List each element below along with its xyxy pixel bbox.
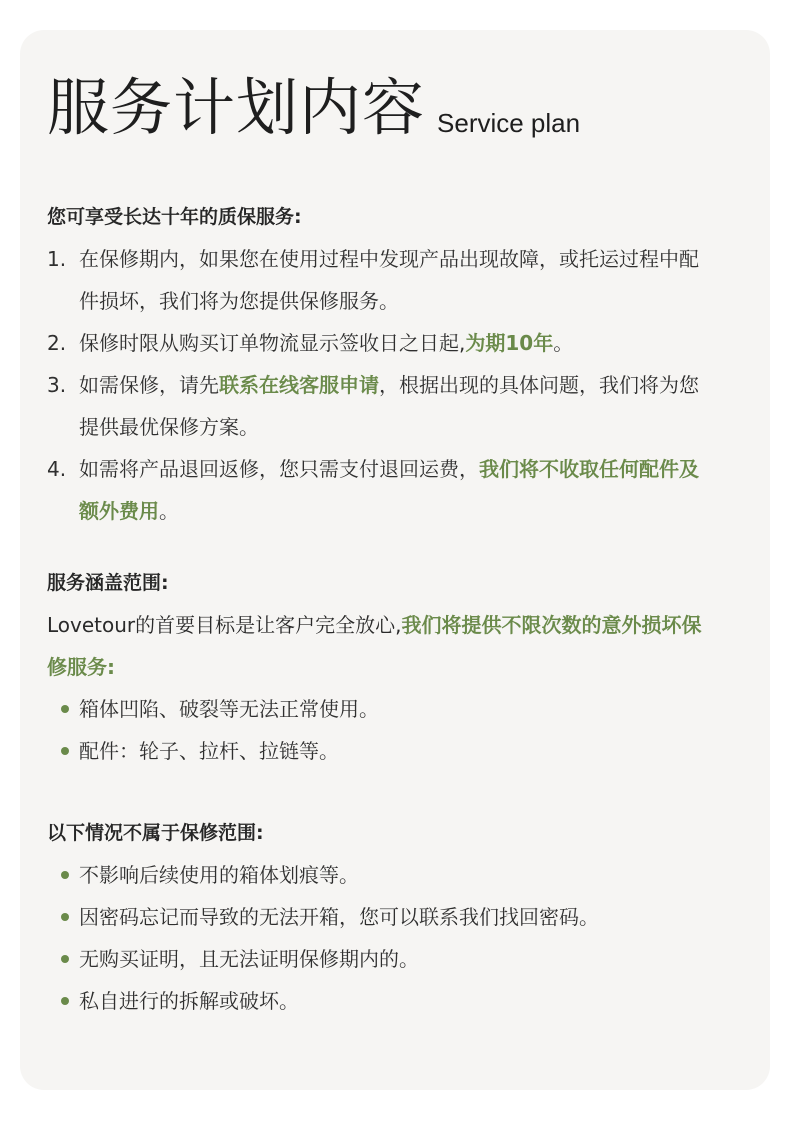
bullet-dot-icon — [61, 913, 69, 921]
highlight-text: 我们将不收取任何配件及额外费用 — [79, 457, 699, 523]
bullet-text: 箱体凹陷、破裂等无法正常使用。 — [79, 697, 379, 721]
highlight-text: 联系在线客服申请 — [219, 373, 379, 397]
bullet-text: 无购买证明，且无法证明保修期内的。 — [79, 947, 419, 971]
bullet-item — [47, 730, 717, 772]
list-text: 保修时限从购买订单物流显示签收日之日起, — [79, 331, 466, 355]
bullet-dot-icon — [61, 997, 69, 1005]
list-text: 如需将产品退回返修，您只需支付退回运费， — [79, 457, 479, 481]
list-text: 如需保修，请先 — [79, 373, 219, 397]
bullet-item — [47, 688, 717, 730]
section-coverage-heading: 服务涵盖范围: — [47, 572, 169, 594]
page-title — [47, 70, 580, 146]
bullet-text: 不影响后续使用的箱体划痕等。 — [79, 863, 359, 887]
bullet-item — [47, 854, 717, 896]
list-item — [47, 238, 717, 322]
bullet-dot-icon — [61, 747, 69, 755]
list-item — [47, 322, 717, 364]
intro-text: Lovetour的首要目标是让客户完全放心, — [47, 613, 402, 637]
bullet-dot-icon — [61, 871, 69, 879]
bullet-text: 私自进行的拆解或破坏。 — [79, 989, 299, 1013]
title-chinese: 服务计划内容 — [47, 71, 426, 144]
content-body — [47, 196, 717, 1022]
highlight-text: 我们将提供不限次数的意外损坏保修服务: — [47, 613, 702, 679]
list-item — [47, 364, 717, 448]
bullet-text: 因密码忘记而导致的无法开箱，您可以联系我们找回密码。 — [79, 905, 599, 929]
bullet-item — [47, 938, 717, 980]
highlight-text: 为期10年 — [465, 331, 554, 355]
section-warranty-heading: 您可享受长达十年的质保服务: — [47, 206, 302, 228]
coverage-intro — [47, 604, 717, 688]
bullet-item — [47, 980, 717, 1022]
list-number: 4. — [47, 457, 67, 481]
list-number: 3. — [47, 373, 67, 397]
title-english: Service plan — [437, 108, 581, 138]
list-number: 1. — [47, 247, 67, 271]
list-text: 。 — [159, 499, 179, 523]
bullet-dot-icon — [61, 955, 69, 963]
section-exclusions-heading: 以下情况不属于保修范围: — [47, 822, 264, 844]
bullet-dot-icon — [61, 705, 69, 713]
bullet-text: 配件：轮子、拉杆、拉链等。 — [79, 739, 339, 763]
list-text: 在保修期内，如果您在使用过程中发现产品出现故障，或托运过程中配件损坏，我们将为您提供保修服务。 — [79, 247, 699, 313]
list-item — [47, 448, 717, 532]
list-text: 。 — [553, 331, 574, 355]
list-text: ，根据出现的具体问题，我们将为您提供最优保修方案。 — [79, 373, 699, 439]
bullet-item — [47, 896, 717, 938]
list-number: 2. — [47, 331, 67, 355]
